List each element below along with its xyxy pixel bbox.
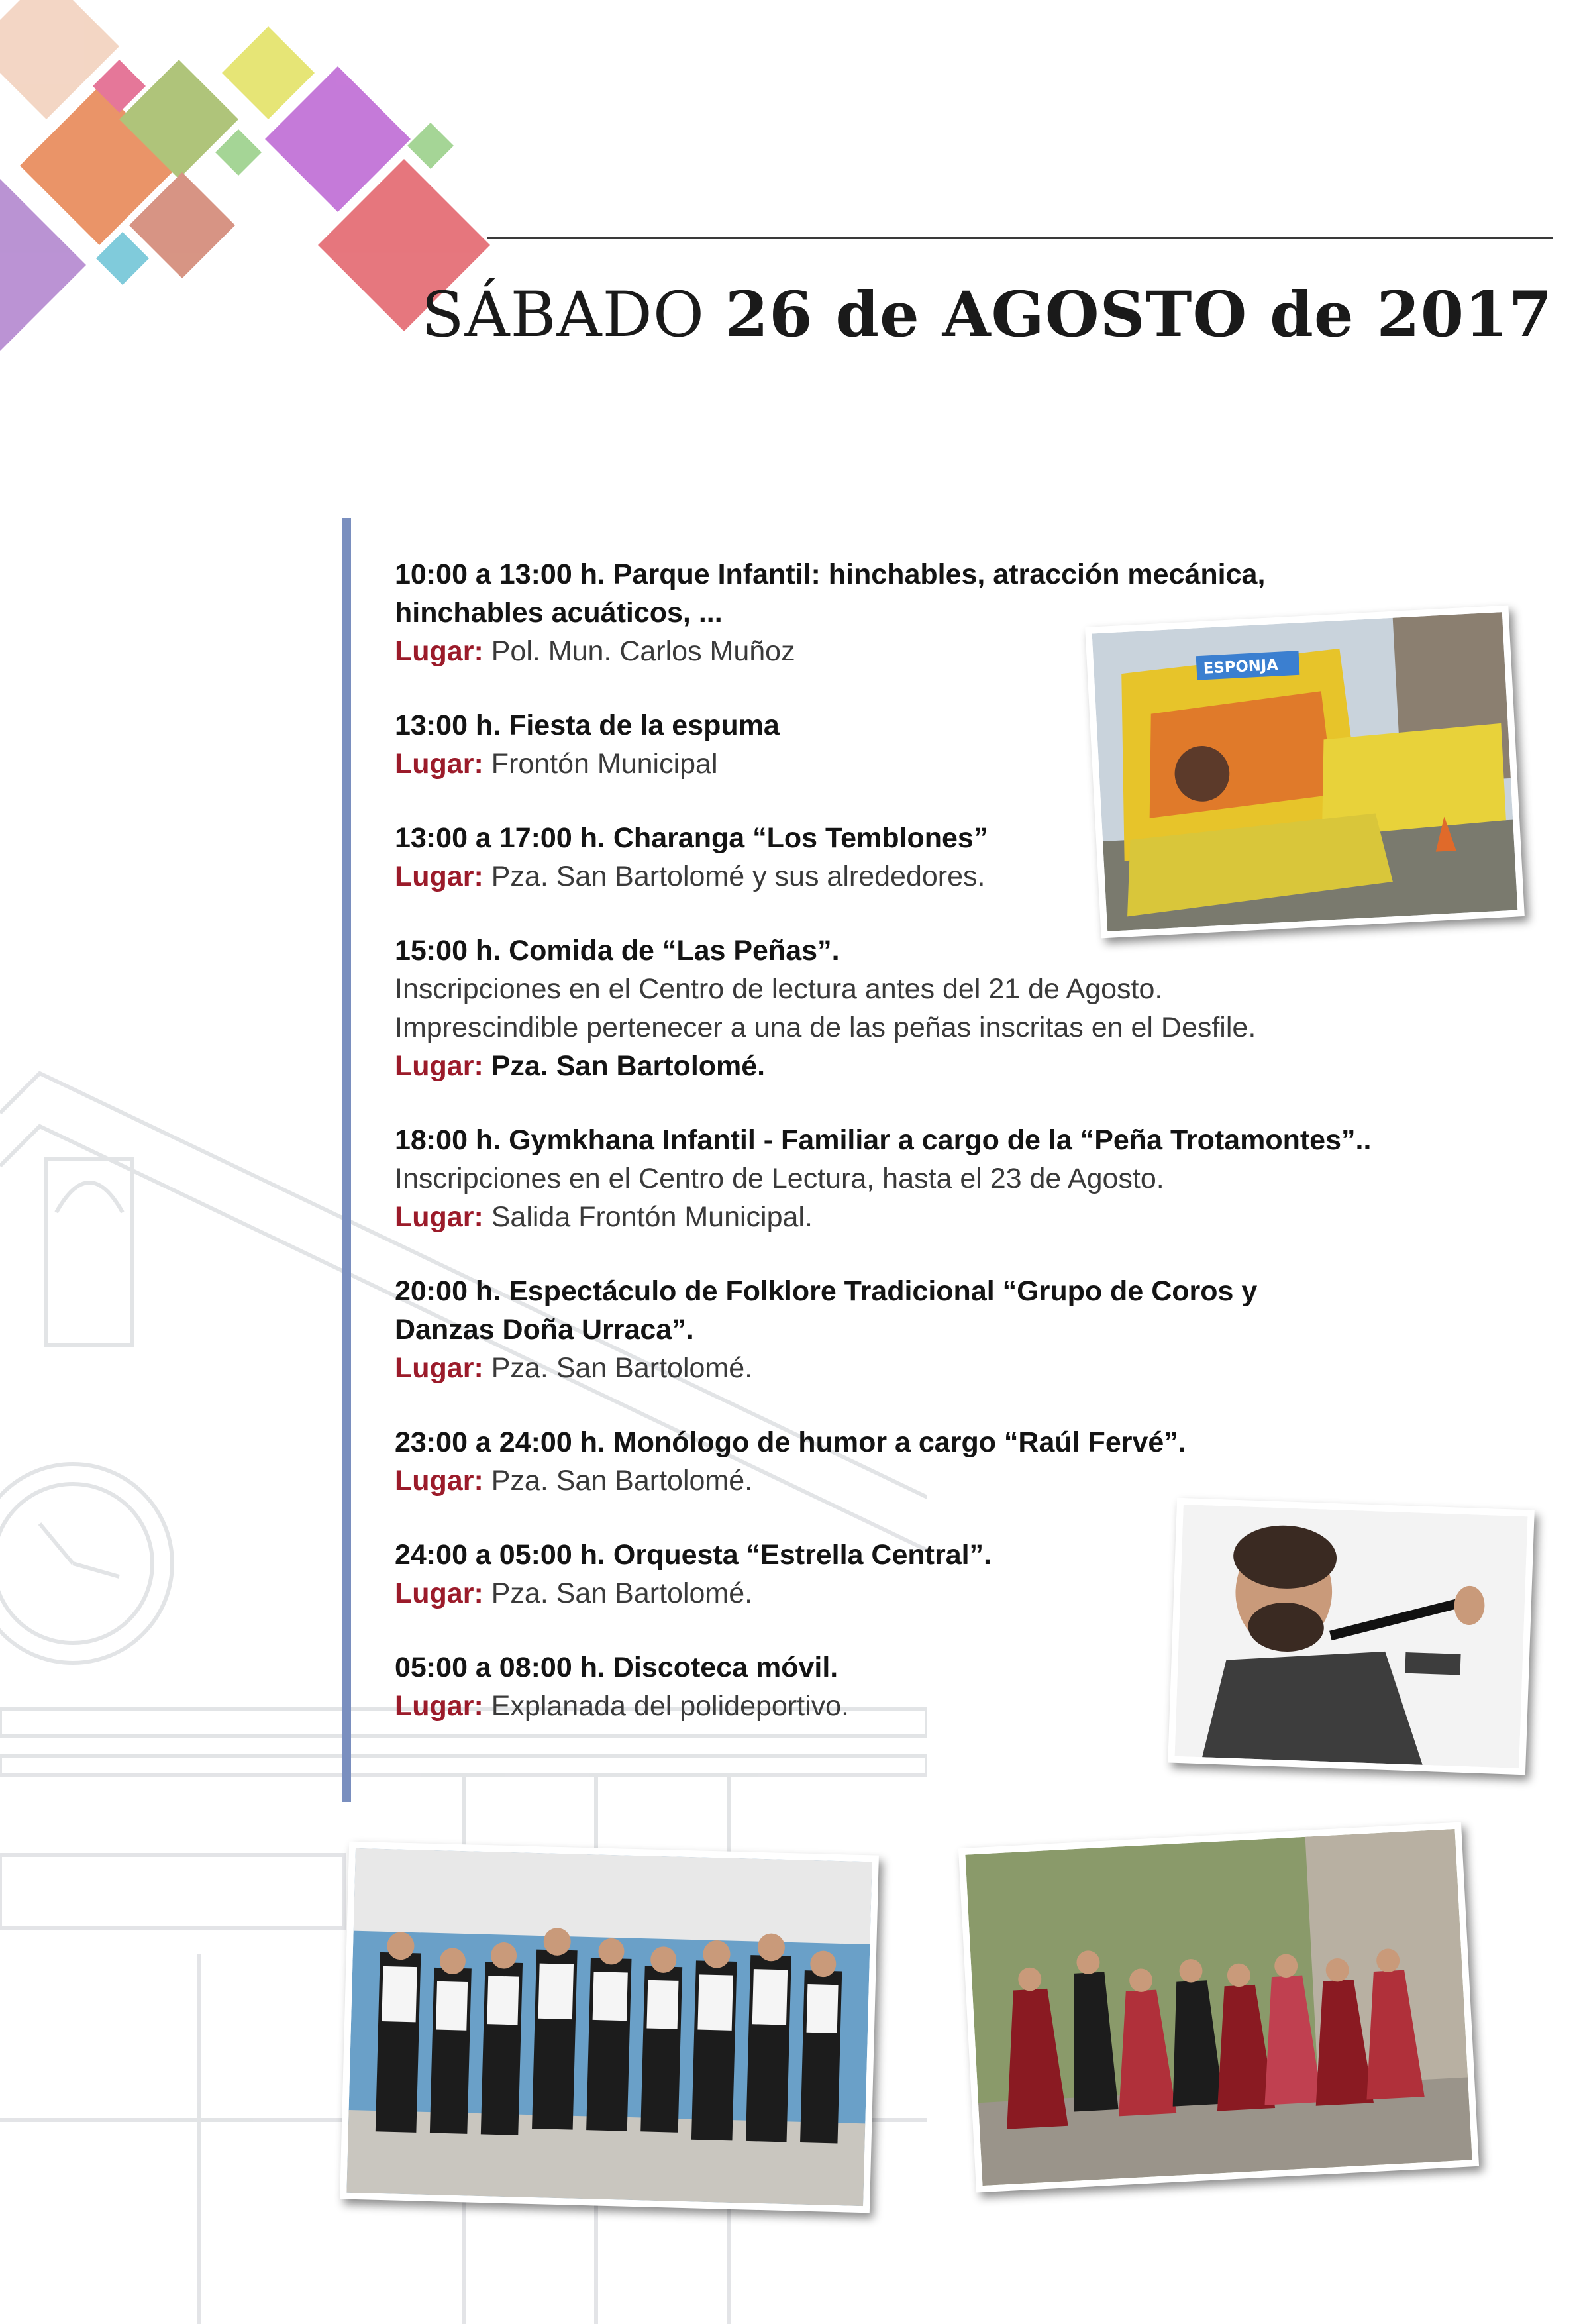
place-label: Lugar:	[395, 1577, 484, 1609]
event-place	[395, 1349, 1534, 1387]
place-value: Pza. San Bartolomé.	[491, 1577, 753, 1609]
place-label: Lugar:	[395, 748, 484, 780]
event-title: Danzas Doña Urraca”.	[395, 1314, 694, 1346]
event-note: Imprescindible pertenecer a una de las peñas inscritas en el Desfile.	[395, 1012, 1256, 1043]
event-title: 20:00 h. Espectáculo de Folklore Tradicional “Grupo de Coros y	[395, 1275, 1258, 1307]
event-title: 10:00 a 13:00 h. Parque Infantil: hinchables, atracción mecánica,	[395, 558, 1266, 590]
event-place	[395, 1461, 1534, 1500]
place-label: Lugar:	[395, 861, 484, 892]
event-title: 15:00 h. Comida de “Las Peñas”.	[395, 935, 840, 967]
place-value: Pza. San Bartolomé y sus alrededores.	[491, 861, 986, 892]
folk-dancers-photo	[958, 1822, 1479, 2192]
title-date: 26 de AGOSTO de 2017	[725, 278, 1553, 351]
title-day: SÁBADO	[421, 279, 725, 351]
place-value: Explanada del polideportivo.	[491, 1690, 850, 1722]
place-label: Lugar:	[395, 1465, 484, 1497]
event-title: 24:00 a 05:00 h. Orquesta “Estrella Central”.	[395, 1539, 992, 1571]
event-item	[395, 1272, 1534, 1387]
event-note: Inscripciones en el Centro de lectura antes del 21 de Agosto.	[395, 973, 1163, 1005]
event-item	[395, 1423, 1534, 1500]
sign-text: ESPONJA	[1203, 656, 1279, 678]
place-label: Lugar:	[395, 1050, 484, 1082]
event-title: hinchables acuáticos, ...	[395, 597, 723, 629]
bouncy-castle-photo	[1085, 606, 1525, 939]
event-item	[395, 1121, 1534, 1236]
place-value: Frontón Municipal	[491, 748, 718, 780]
event-title: 13:00 a 17:00 h. Charanga “Los Temblones”	[395, 822, 988, 854]
event-place	[395, 1047, 1534, 1085]
timeline-bar	[342, 518, 351, 1802]
event-note: Inscripciones en el Centro de Lectura, hasta el 23 de Agosto.	[395, 1163, 1164, 1194]
event-place	[395, 1198, 1534, 1236]
event-item	[395, 931, 1534, 1085]
diamond-shape	[215, 129, 262, 176]
place-value: Pol. Mun. Carlos Muñoz	[491, 635, 795, 667]
place-label: Lugar:	[395, 635, 484, 667]
event-title: 13:00 h. Fiesta de la espuma	[395, 710, 780, 741]
event-title: 18:00 h. Gymkhana Infantil - Familiar a cargo de la “Peña Trotamontes”..	[395, 1124, 1372, 1156]
diamond-shape	[407, 123, 454, 169]
page-title	[421, 278, 1553, 351]
comedian-photo	[1168, 1498, 1535, 1775]
header-rule	[487, 237, 1553, 239]
place-value: Pza. San Bartolomé.	[491, 1465, 753, 1497]
place-label: Lugar:	[395, 1201, 484, 1233]
event-title: 05:00 a 08:00 h. Discoteca móvil.	[395, 1652, 839, 1683]
orchestra-group-photo	[340, 1842, 879, 2213]
place-label: Lugar:	[395, 1690, 484, 1722]
place-value: Pza. San Bartolomé.	[491, 1050, 766, 1082]
place-label: Lugar:	[395, 1352, 484, 1384]
place-value: Salida Frontón Municipal.	[491, 1201, 813, 1233]
event-title: 23:00 a 24:00 h. Monólogo de humor a cargo “Raúl Fervé”.	[395, 1426, 1186, 1458]
place-value: Pza. San Bartolomé.	[491, 1352, 753, 1384]
